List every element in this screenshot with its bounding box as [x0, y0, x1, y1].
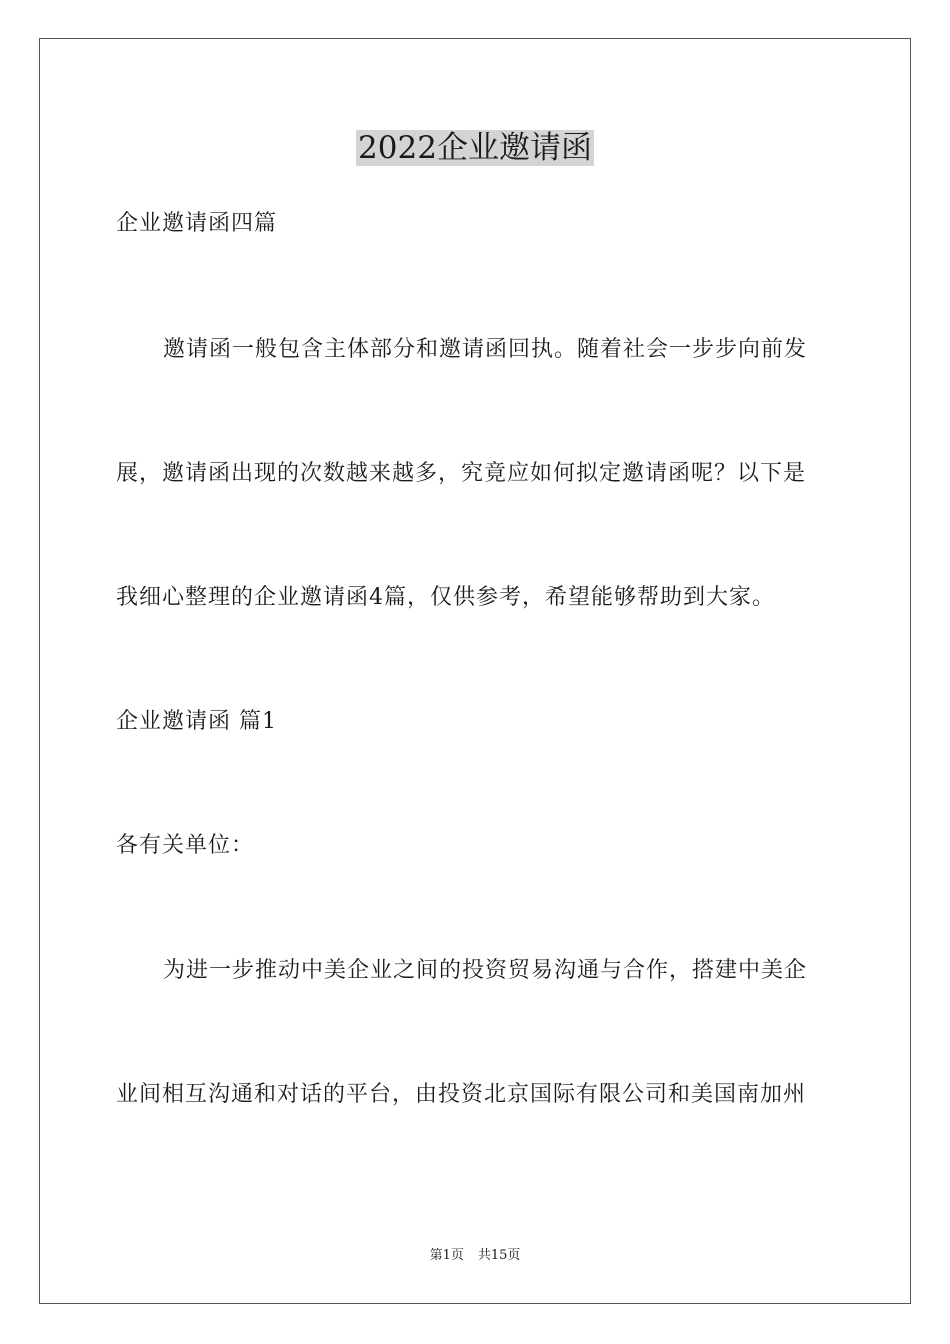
paragraph-line: 展，邀请函出现的次数越来越多，究竟应如何拟定邀请函呢？以下是 — [116, 461, 807, 486]
page-total: 共15页 — [477, 1248, 521, 1263]
page-number: 第1页 — [429, 1248, 464, 1263]
salutation-line: 各有关单位： — [116, 833, 255, 858]
paragraph-line: 我细心整理的企业邀请函4篇，仅供参考，希望能够帮助到大家。 — [116, 585, 775, 610]
paragraph-line: 为进一步推动中美企业之间的投资贸易沟通与合作，搭建中美企 — [163, 958, 808, 983]
paragraph-line: 业间相互沟通和对话的平台，由投资北京国际有限公司和美国南加州 — [116, 1082, 807, 1107]
section-heading: 企业邀请函 篇1 — [116, 709, 277, 734]
subtitle-line: 企业邀请函四篇 — [116, 211, 278, 236]
document-title-text: 2022企业邀请函 — [358, 130, 592, 166]
document-title — [0, 128, 950, 168]
page-footer — [0, 1247, 950, 1265]
paragraph-line: 邀请函一般包含主体部分和邀请函回执。随着社会一步步向前发 — [163, 337, 808, 362]
